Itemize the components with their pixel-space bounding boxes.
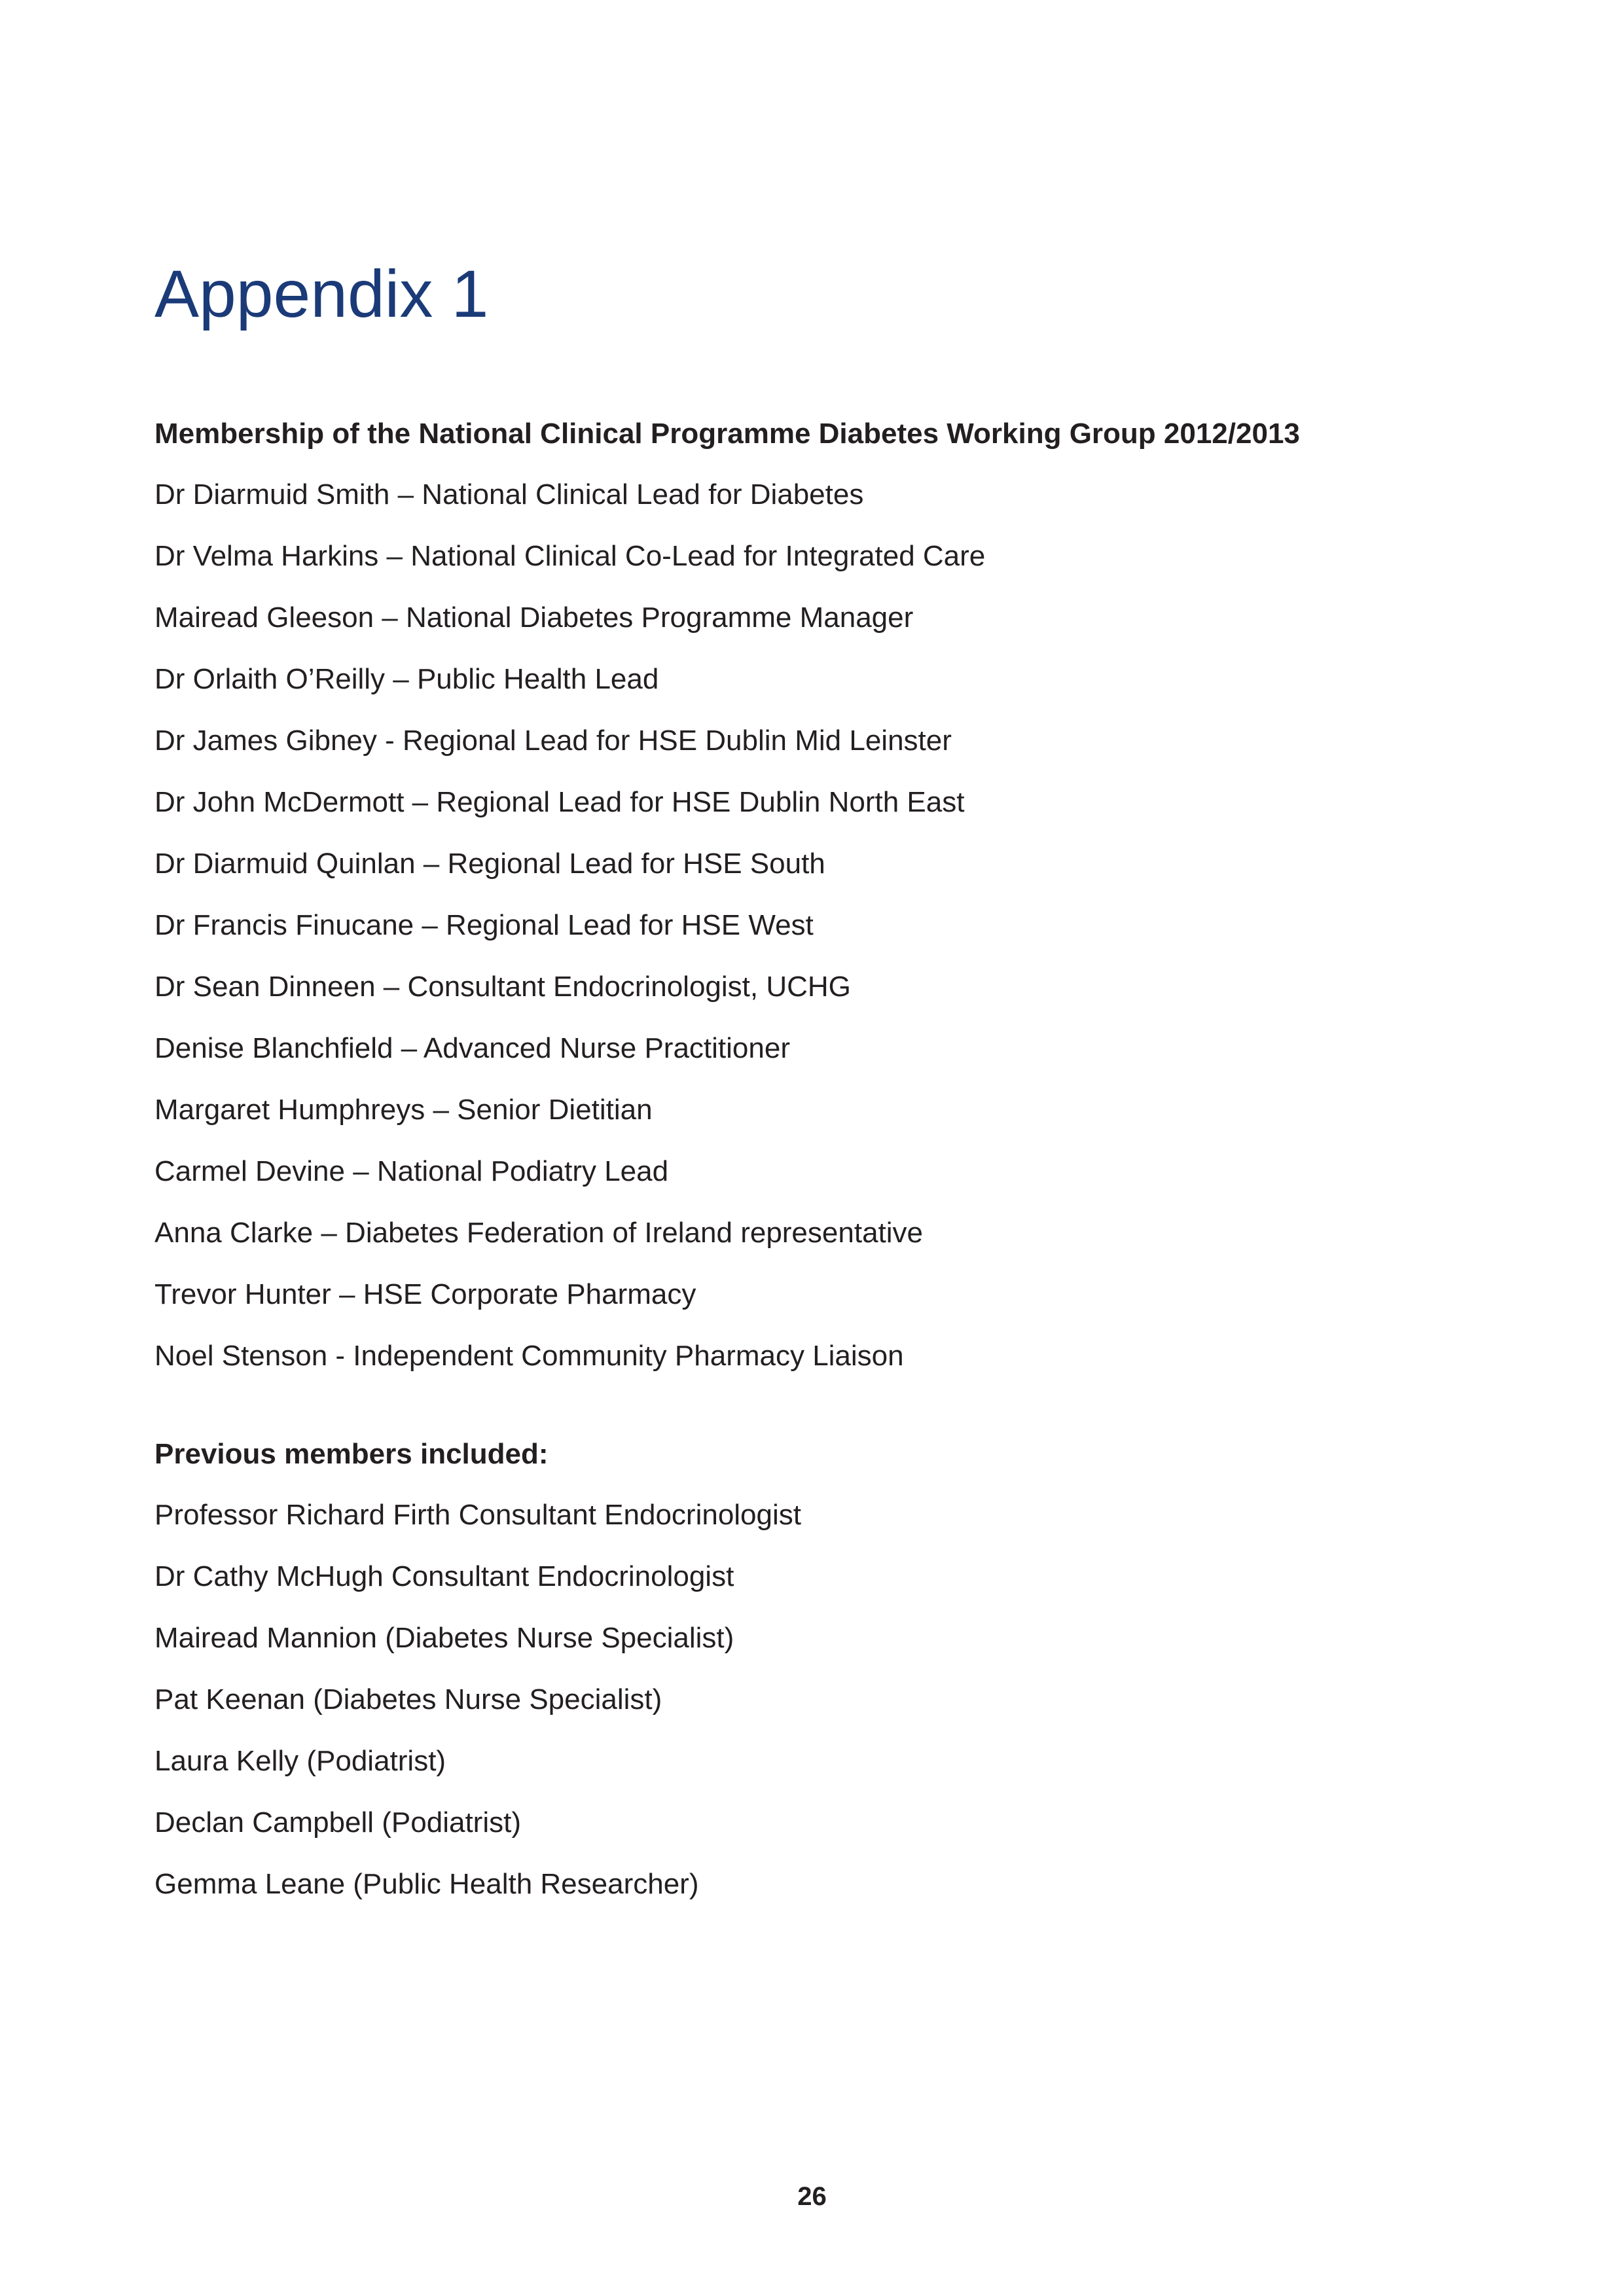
- member-item: Dr Sean Dinneen – Consultant Endocrinologist, UCHG: [154, 971, 851, 1003]
- member-item: Margaret Humphreys – Senior Dietitian: [154, 1094, 653, 1126]
- previous-member-item: Gemma Leane (Public Health Researcher): [154, 1868, 699, 1900]
- membership-heading: Membership of the National Clinical Programme Diabetes Working Group 2012/2013: [154, 418, 1300, 450]
- previous-members-heading: Previous members included:: [154, 1438, 549, 1470]
- member-item: Dr John McDermott – Regional Lead for HSE Dublin North East: [154, 786, 965, 818]
- member-item: Dr Diarmuid Quinlan – Regional Lead for HSE South: [154, 848, 825, 880]
- member-item: Mairead Gleeson – National Diabetes Programme Manager: [154, 601, 914, 634]
- member-item: Noel Stenson - Independent Community Pharmacy Liaison: [154, 1340, 904, 1372]
- member-item: Denise Blanchfield – Advanced Nurse Practitioner: [154, 1032, 790, 1064]
- member-item: Dr James Gibney - Regional Lead for HSE Dublin Mid Leinster: [154, 725, 952, 757]
- page-title: Appendix 1: [154, 257, 489, 331]
- member-item: Anna Clarke – Diabetes Federation of Ireland representative: [154, 1217, 924, 1249]
- previous-member-item: Dr Cathy McHugh Consultant Endocrinologist: [154, 1560, 734, 1592]
- member-item: Dr Francis Finucane – Regional Lead for HSE West: [154, 909, 814, 941]
- member-item: Dr Velma Harkins – National Clinical Co-Lead for Integrated Care: [154, 540, 986, 572]
- page-number: 26: [797, 2182, 827, 2211]
- member-item: Trevor Hunter – HSE Corporate Pharmacy: [154, 1278, 696, 1310]
- previous-member-item: Professor Richard Firth Consultant Endocrinologist: [154, 1499, 802, 1531]
- member-item: Dr Orlaith O’Reilly – Public Health Lead: [154, 663, 659, 695]
- previous-member-item: Declan Campbell (Podiatrist): [154, 1806, 521, 1839]
- member-item: Carmel Devine – National Podiatry Lead: [154, 1155, 669, 1187]
- previous-member-item: Mairead Mannion (Diabetes Nurse Specialist): [154, 1622, 734, 1654]
- previous-member-item: Laura Kelly (Podiatrist): [154, 1745, 446, 1777]
- previous-members-list: [154, 1484, 801, 1915]
- previous-member-item: Pat Keenan (Diabetes Nurse Specialist): [154, 1683, 662, 1715]
- member-item: Dr Diarmuid Smith – National Clinical Lead for Diabetes: [154, 478, 864, 511]
- current-members-list: [154, 464, 985, 1387]
